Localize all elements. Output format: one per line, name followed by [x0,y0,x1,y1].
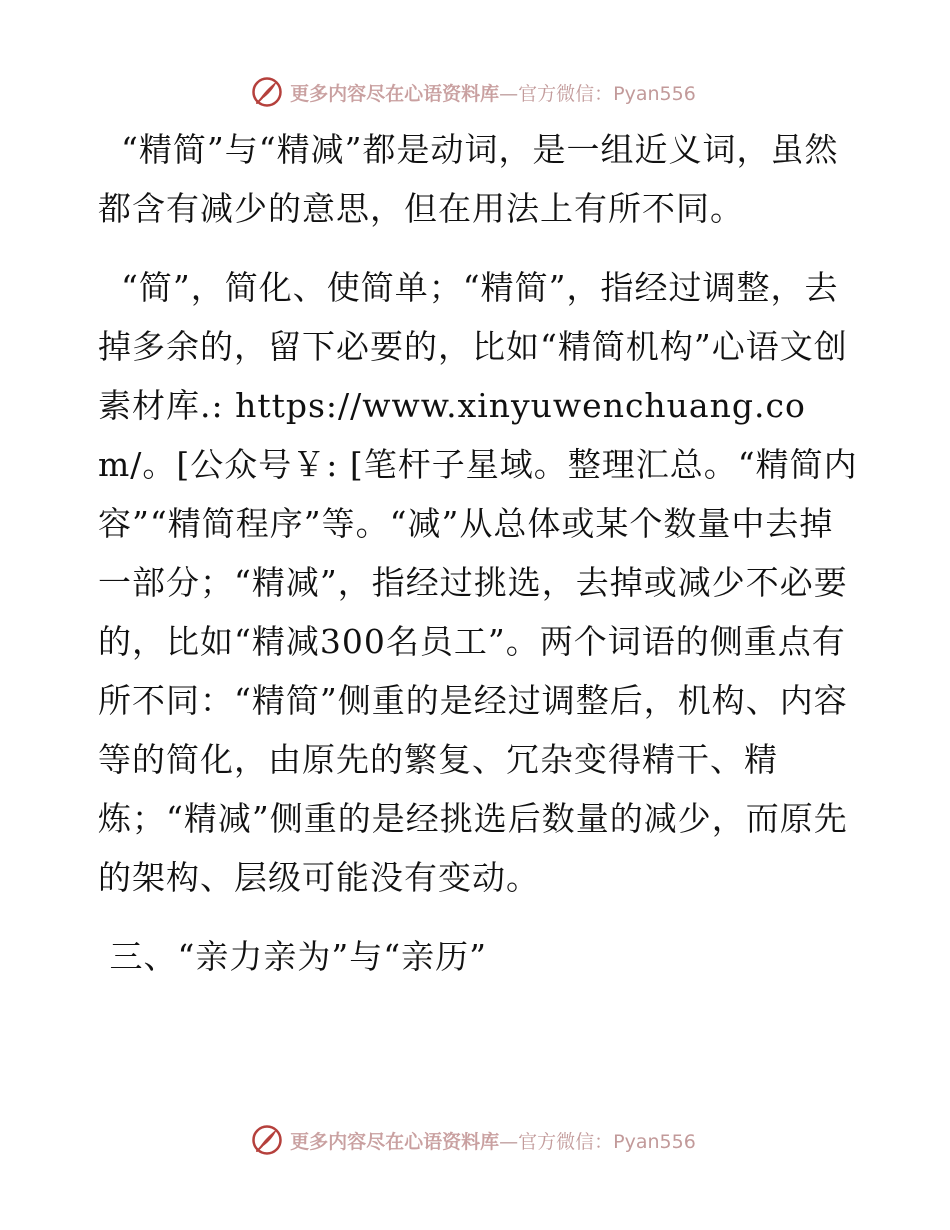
footer-banner-main: 更多内容尽在心语资料库 [290,1130,500,1153]
quill-logo-icon-footer [250,1123,284,1157]
header-banner [0,72,950,112]
footer-banner-separator: — [499,1130,519,1153]
footer-banner-wechat: 官方微信：Pyan556 [518,1130,696,1153]
header-banner-main: 更多内容尽在心语资料库 [290,82,500,105]
header-banner-separator: — [499,82,519,105]
paragraph-definition: “简”，简化、使简单；“精简”，指经过调整，去掉多余的，留下必要的，比如“精简机构”心语文创素材库.: https://www.xinyuwenchuang.com/。[公众号￥: [笔杆子星域。整理汇总。“精简内容”“精简程序”等。“减”从总体或某个数量中去掉一部分；“精减”，指经过挑选，去掉或减少不必要的，比如“精减300名员工”。两个词语的侧重点有所不同：“精简”侧重的是经过调整后，机构、内容等的简化，由原先的繁复、冗杂变得精干、精炼；“精减”侧重的是经挑选后数量的减少，而原先的架构、层级可能没有变动。 [98,268,858,897]
footer-banner [0,1120,950,1160]
header-banner-inner [250,75,696,109]
section-heading: 三、“亲力亲为”与“亲历” [98,937,487,976]
footer-banner-text [290,1127,696,1154]
document-body [98,120,858,986]
quill-logo-icon [250,75,284,109]
footer-banner-inner [250,1123,696,1157]
header-banner-wechat: 官方微信：Pyan556 [518,82,696,105]
paragraph-intro: “精简”与“精减”都是动词，是一组近义词，虽然都含有减少的意思，但在用法上有所不同。 [98,130,839,228]
header-banner-text [290,79,696,106]
